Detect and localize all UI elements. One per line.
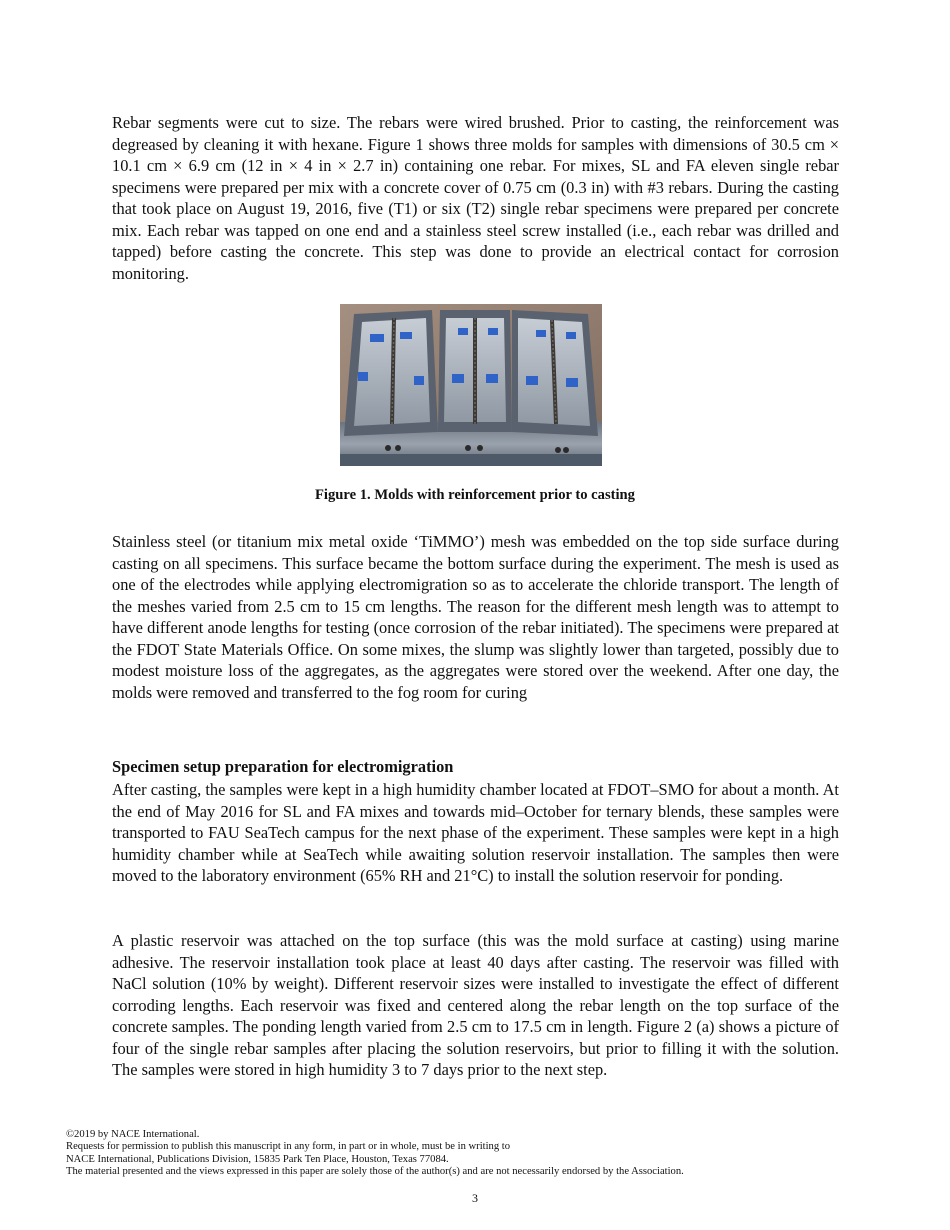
paragraph-reservoir-installation: A plastic reservoir was attached on the top surface (this was the mold surface at casting) using marine adhesive. The reservoir installation took place at least 40 days after casting. The reservoir was filled with NaCl solution (10% by weight). Different reservoir sizes were installed to investigate the effect of different corroding lengths. Each reservoir was fixed and centered along the rebar length on the top surface of the concrete samples. The ponding length varied from 2.5 cm to 17.5 cm in length. Figure 2 (a) shows a picture of four of the single rebar samples after placing the solution reservoirs, but prior to filling it with the solution. The samples were stored in high humidity 3 to 7 days prior to the next step. (112, 931, 839, 1079)
section-heading: Specimen setup preparation for electromigration (112, 757, 454, 776)
page-footer (66, 1129, 886, 1178)
footer-permission-line: Requests for permission to publish this manuscript in any form, in part or in whole, must be in writing to (66, 1141, 511, 1153)
figure-caption: Figure 1. Molds with reinforcement prior to casting (315, 487, 635, 503)
footer-disclaimer-line: The material presented and the views expressed in this paper are solely those of the author(s) and are not necessarily endorsed by the Association. (66, 1165, 684, 1177)
figure-molds-photo (340, 304, 602, 466)
paragraph-rebar-preparation: Rebar segments were cut to size. The rebars were wired brushed. Prior to casting, the reinforcement was degreased by cleaning it with hexane. Figure 1 shows three molds for samples with dimensions of 30.5 cm × 10.1 cm × 6.9 cm (12 in × 4 in × 2.7 in) containing one rebar. For mixes, SL and FA eleven single rebar specimens were prepared per mix with a concrete cover of 0.75 cm (0.3 in) with #3 rebars. During the casting that took place on August 19, 2016, five (T1) or six (T2) single rebar specimens were prepared per concrete mix. Each rebar was tapped on one end and a stainless steel screw installed (i.e., each rebar was drilled and tapped) before casting the concrete. This step was done to provide an electrical contact for corrosion monitoring. (112, 113, 839, 283)
paragraph-specimen-storage: After casting, the samples were kept in a high humidity chamber located at FDOT–SMO for about a month. At the end of May 2016 for SL and FA mixes and towards mid–October for ternary blends, these samples were transported to FAU SeaTech campus for the next phase of the experiment. These samples were kept in a high humidity chamber while at SeaTech while awaiting solution reservoir installation. The samples then were moved to the laboratory environment (65% RH and 21°C) to install the solution reservoir for ponding. (112, 780, 839, 885)
footer-address-line: NACE International, Publications Division, 15835 Park Ten Place, Houston, Texas 77084. (66, 1153, 449, 1165)
paragraph-mesh-embedding: Stainless steel (or titanium mix metal oxide ‘TiMMO’) mesh was embedded on the top side surface during casting on all specimens. This surface became the bottom surface during the experiment. The mesh is used as one of the electrodes while applying electromigration so as to accelerate the chloride transport. The length of the meshes varied from 2.5 cm to 15 cm lengths. The reason for the different mesh length was to attempt to have different anode lengths for testing (once corrosion of the rebar initiated). The specimens were prepared at the FDOT State Materials Office. On some mixes, the slump was slightly lower than targeted, possibly due to modest moisture loss of the aggregates, as the aggregates were stored over the weekend. After one day, the molds were removed and transferred to the fog room for curing (112, 532, 839, 702)
footer-copyright: ©2019 by NACE International. (66, 1129, 200, 1140)
page-number: 3 (472, 1191, 478, 1205)
